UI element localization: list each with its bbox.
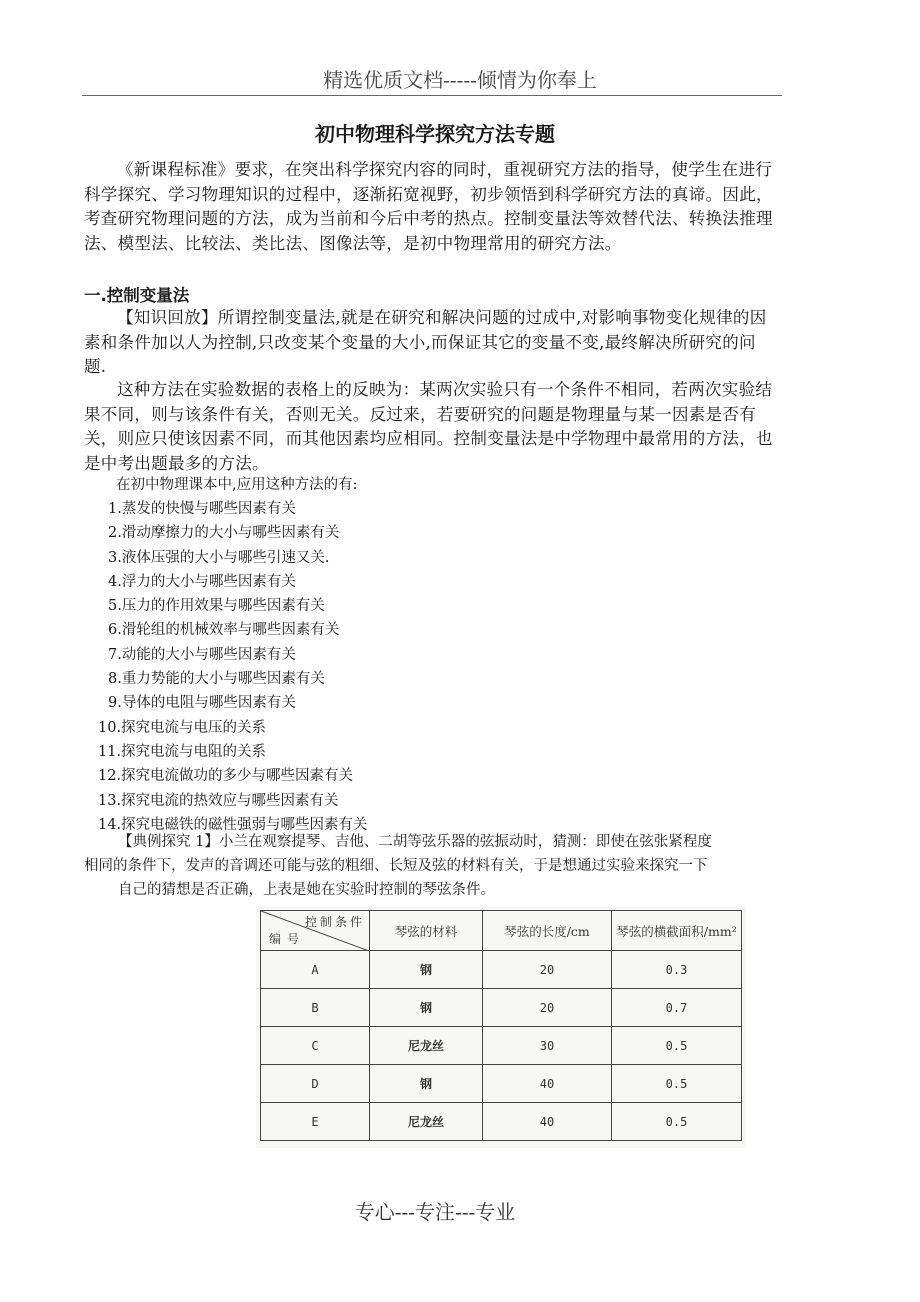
- table-figure: [256, 906, 746, 1148]
- table-cell: 40: [483, 1103, 612, 1141]
- table-row: [261, 1103, 742, 1141]
- table-cell: 0.5: [612, 1065, 742, 1103]
- diagonal-header-cell: [261, 911, 370, 951]
- table-cell: E: [261, 1103, 370, 1141]
- table-cell: 30: [483, 1027, 612, 1065]
- list-item: 2.滑动摩擦力的大小与哪些因素有关: [108, 525, 340, 542]
- table-row: [261, 951, 742, 989]
- table-cell: 钢: [370, 989, 483, 1027]
- list-intro: 在初中物理课本中,应用这种方法的有:: [116, 477, 358, 493]
- list-item: 10.探究电流与电压的关系: [98, 719, 267, 736]
- list-item: 12.探究电流做功的多少与哪些因素有关: [98, 768, 354, 785]
- table-row: [261, 989, 742, 1027]
- header-divider: [82, 95, 782, 96]
- page-header: 精选优质文档-----倾情为你奉上: [323, 68, 597, 92]
- list-item: 13.探究电流的热效应与哪些因素有关: [98, 792, 339, 809]
- document-title: 初中物理科学探究方法专题: [315, 122, 555, 146]
- table-cell: 20: [483, 989, 612, 1027]
- table-cell: 尼龙丝: [370, 1027, 483, 1065]
- list-item: 7.动能的大小与哪些因素有关: [108, 646, 296, 663]
- table-cell: 40: [483, 1065, 612, 1103]
- table-row: [261, 1027, 742, 1065]
- table-row: [261, 1065, 742, 1103]
- page-footer: 专心---专注---专业: [354, 1200, 516, 1224]
- method-list: [98, 497, 368, 837]
- example-line: 相同的条件下，发声的音调还可能与弦的粗细、长短及弦的材料有关，于是想通过实验来探究一下: [84, 858, 708, 874]
- list-item: 1.蒸发的快慢与哪些因素有关: [108, 501, 296, 517]
- table-cell: 尼龙丝: [370, 1103, 483, 1141]
- table-cell: C: [261, 1027, 370, 1065]
- string-conditions-table: [260, 910, 742, 1141]
- corner-bottom-label: 编号: [269, 932, 306, 946]
- knowledge-paragraph: 【知识回放】所谓控制变量法,就是在研究和解决问题的过成中,对影响事物变化规律的因素和条件加以人为控制,只改变某个变量的大小,而保证其它的变量不变,最终解决所研究的问题.: [84, 308, 767, 376]
- reflection-paragraph: 这种方法在实验数据的表格上的反映为：某两次实验只有一个条件不相同，若两次实验结果不同，则与该条件有关，否则无关。反过来，若要研究的问题是物理量与某一因素是否有关，则应只使该因素不同，而其他因素均应相同。控制变量法是中学物理中最常用的方法，也是中考出题最多的方法。: [84, 380, 773, 473]
- example-line: 自己的猜想是否正确，上表是她在实验时控制的琴弦条件。: [118, 882, 495, 898]
- section-heading: 一.控制变量法: [84, 286, 190, 305]
- example-paragraph: [84, 830, 784, 902]
- table-cell: B: [261, 989, 370, 1027]
- list-item: 9.导体的电阻与哪些因素有关: [108, 695, 296, 712]
- list-item: 5.压力的作用效果与哪些因素有关: [108, 598, 325, 615]
- table-cell: D: [261, 1065, 370, 1103]
- list-item: 6.滑轮组的机械效率与哪些因素有关: [108, 622, 340, 639]
- table-cell: 钢: [370, 951, 483, 989]
- list-item: 8.重力势能的大小与哪些因素有关: [108, 671, 325, 688]
- list-item: 4.浮力的大小与哪些因素有关: [108, 573, 296, 590]
- intro-paragraph: 《新课程标准》要求，在突出科学探究内容的同时，重视研究方法的指导，使学生在进行科学探究、学习物理知识的过程中，逐渐拓宽视野，初步领悟到科学研究方法的真谛。因此，考查研究物理问题的方法，成为当前和今后中考的热点。控制变量法等效替代法、转换法推理法、模型法、比较法、类比法、图像法等，是初中物理常用的研究方法。: [84, 160, 773, 253]
- table-cell: A: [261, 951, 370, 989]
- table-cell: 0.5: [612, 1103, 742, 1141]
- list-item: 3.液体压强的大小与哪些引速又关.: [108, 549, 330, 566]
- table-cell: 0.5: [612, 1027, 742, 1065]
- table-cell: 钢: [370, 1065, 483, 1103]
- corner-top-label: 控制条件: [304, 915, 365, 929]
- column-header: 琴弦的长度/cm: [483, 911, 612, 951]
- table-header-row: [261, 911, 742, 951]
- list-item: 11.探究电流与电阻的关系: [98, 743, 267, 760]
- column-header: 琴弦的材料: [370, 911, 483, 951]
- table-cell: 0.3: [612, 951, 742, 989]
- list-item: 14.探究电磁铁的磁性强弱与哪些因素有关: [98, 816, 368, 833]
- table-cell: 0.7: [612, 989, 742, 1027]
- example-line: 【典例探究 1】小兰在观察提琴、吉他、二胡等弦乐器的弦振动时，猜测：即使在弦张紧程度: [118, 834, 712, 850]
- table-cell: 20: [483, 951, 612, 989]
- column-header: 琴弦的横截面积/mm²: [612, 911, 742, 951]
